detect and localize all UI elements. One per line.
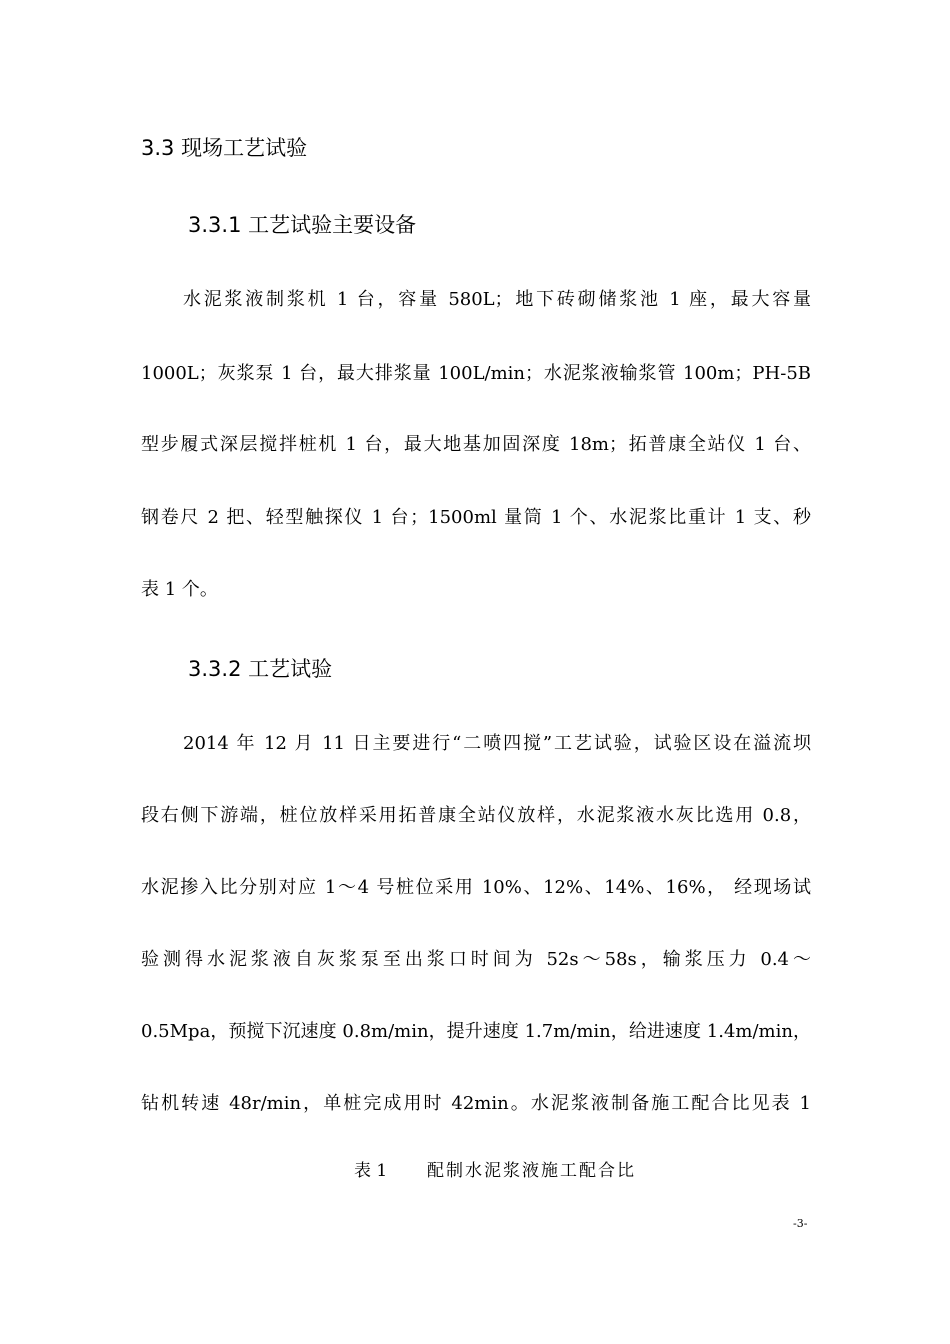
section-number: 3.3 [141, 136, 175, 160]
paragraph-line: 2014 年 12 月 11 日主要进行“二喷四搅”工艺试验，试验区设在溢流坝 [183, 733, 811, 754]
section-title: 现场工艺试验 [181, 136, 308, 160]
paragraph-line: 钻机转速 48r/min，单桩完成用时 42min。水泥浆液制备施工配合比见表 1 [141, 1093, 811, 1114]
paragraph-line: 水泥掺入比分别对应 1～4 号桩位采用 10%、12%、14%、16%， 经现场试 [141, 877, 811, 898]
paragraph-line: 钢卷尺 2 把、轻型触探仪 1 台；1500ml 量筒 1 个、水泥浆比重计 1 支、秒 [141, 507, 811, 528]
subsection-title: 工艺试验 [248, 657, 333, 681]
subsection-number: 3.3.2 [188, 657, 242, 681]
subsection-heading-2 [188, 653, 332, 683]
page-number: -3- [793, 1217, 808, 1230]
subsection-heading-1 [188, 209, 416, 239]
paragraph-line: 水泥浆液制浆机 1 台，容量 580L；地下砖砌储浆池 1 座，最大容量 [183, 289, 811, 310]
paragraph-line: 1000L；灰浆泵 1 台，最大排浆量 100L/min；水泥浆液输浆管 100m；PH-5B [141, 363, 811, 384]
paragraph-line: 表 1 个。 [141, 579, 218, 600]
paragraph-line: 验测得水泥浆液自灰浆泵至出浆口时间为 52s～58s，输浆压力 0.4～ [141, 949, 811, 970]
section-heading [141, 132, 307, 162]
subsection-title: 工艺试验主要设备 [248, 213, 417, 237]
table-caption-title: 配制水泥浆液施工配合比 [427, 1161, 636, 1181]
subsection-number: 3.3.1 [188, 213, 242, 237]
table-caption-label: 表 1 [354, 1161, 388, 1181]
paragraph-line: 型步履式深层搅拌桩机 1 台，最大地基加固深度 18m；拓普康全站仪 1 台、 [141, 434, 811, 455]
paragraph-line: 0.5Mpa，预搅下沉速度 0.8m/min，提升速度 1.7m/min，给进速度 1.4m/min， [141, 1021, 811, 1042]
paragraph-line: 段右侧下游端，桩位放样采用拓普康全站仪放样，水泥浆液水灰比选用 0.8， [141, 805, 811, 826]
